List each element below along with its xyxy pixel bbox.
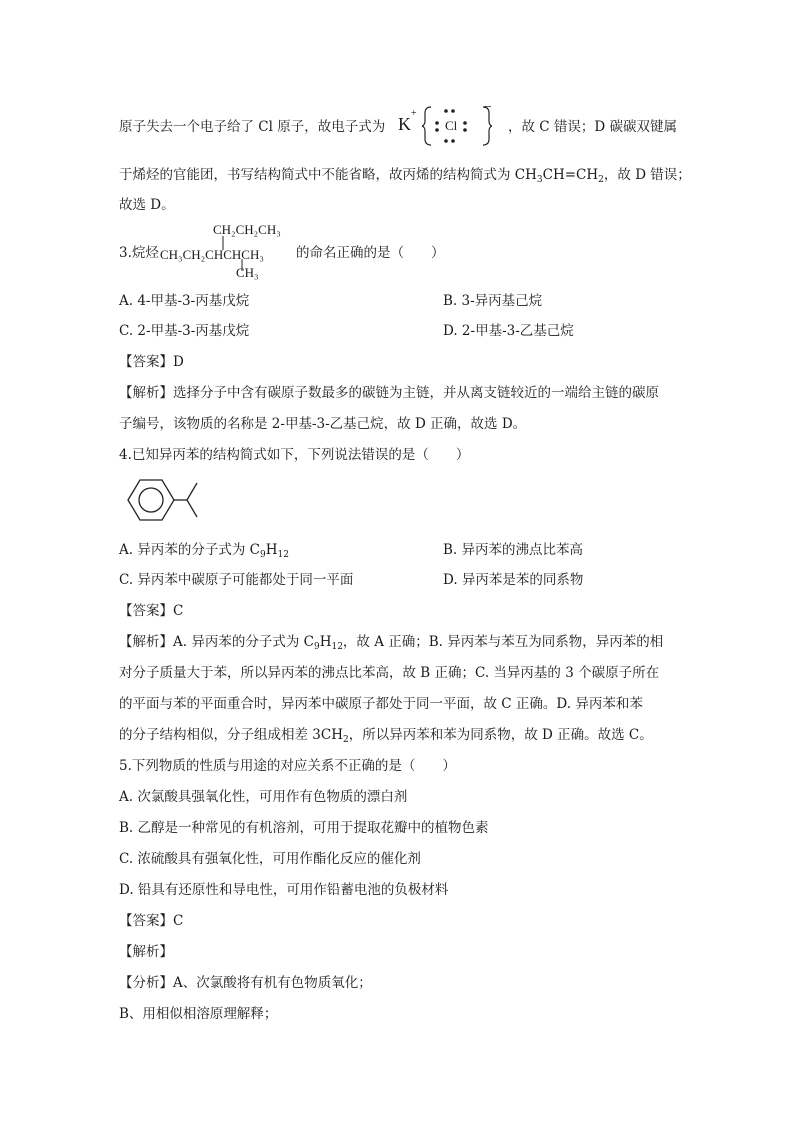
q5-analysis-1: 【分析】A、次氯酸将有机有色物质氧化； bbox=[119, 975, 372, 991]
q4-option-a-h: H bbox=[265, 542, 278, 558]
q5-stem: 5.下列物质的性质与用途的对应关系不正确的是（ ） bbox=[119, 758, 456, 774]
q3-option-d: D. 2-甲基-3-乙基己烷 bbox=[443, 323, 574, 339]
q4-option-a-sub-2: 12 bbox=[277, 550, 289, 560]
q4-answer: 【答案】C bbox=[119, 603, 184, 619]
q3-explanation-1: 【解析】选择分子中含有碳原子数最多的碳链为主链，并从离支链较近的一端给主链的碳原 bbox=[119, 385, 659, 401]
chlorine-symbol: Cl bbox=[445, 118, 458, 133]
q3-stem-pre: 3.烷烃 bbox=[119, 245, 159, 261]
q3-struct-mid: CH₃CH₂CHCHCH₃ bbox=[160, 247, 264, 262]
line1-text-b: ，故 C 错误；D 碳碳双键属 bbox=[508, 119, 678, 135]
q3-option-a: A. 4-甲基-3-丙基戊烷 bbox=[119, 293, 250, 309]
q5-option-b: B. 乙醇是一种常见的有机溶剂，可用于提取花瓣中的植物色素 bbox=[119, 820, 489, 836]
chloride-charge: − bbox=[484, 100, 492, 115]
line2-sub-2: 2 bbox=[598, 175, 604, 185]
text-line-1 bbox=[119, 118, 385, 136]
q4-explanation-1-h: H bbox=[319, 634, 332, 650]
q5-analysis-2: B、用相似相溶原理解释； bbox=[119, 1006, 278, 1022]
q4-option-a bbox=[119, 541, 289, 559]
isopropylbenzene-structure-icon bbox=[118, 476, 208, 526]
q3-option-b: B. 3-异丙基己烷 bbox=[443, 293, 543, 309]
line2-text-c: ，故 D 错误； bbox=[603, 167, 691, 183]
text-line-2 bbox=[119, 166, 691, 184]
q4-explanation-1-sub-2: 12 bbox=[331, 642, 343, 652]
q5-analysis-label: 【解析】 bbox=[119, 944, 173, 960]
line2-sub-1: 3 bbox=[536, 175, 543, 185]
q3-explanation-2: 子编号，该物质的名称是 2-甲基-3-乙基己烷，故 D 正确，故选 D。 bbox=[119, 416, 527, 432]
q5-option-d: D. 铅具有还原性和导电性，可用作铅蓄电池的负极材料 bbox=[119, 882, 449, 898]
text-line-3: 故选 D。 bbox=[119, 197, 175, 213]
q4-explanation-1-b: ，故 A 正确；B. 异丙苯与苯互为同系物，异丙苯的相 bbox=[342, 634, 664, 650]
q3-answer: 【答案】D bbox=[119, 354, 184, 370]
q4-option-d: D. 异丙苯是苯的同系物 bbox=[443, 572, 584, 588]
q4-explanation-4-sub: 2 bbox=[342, 735, 349, 745]
q3-structure bbox=[160, 222, 290, 282]
potassium-symbol: K bbox=[398, 114, 411, 134]
q5-option-c: C. 浓硫酸具有强氧化性，可用作酯化反应的催化剂 bbox=[119, 851, 421, 867]
electron-formula bbox=[398, 100, 498, 148]
q3-stem-post: 的命名正确的是（ ） bbox=[296, 245, 445, 261]
q4-explanation-1 bbox=[119, 633, 663, 651]
line2-text-b: CH=CH bbox=[542, 167, 599, 183]
line1-text-a: 原子失去一个电子给了 Cl 原子，故电子式为 bbox=[119, 119, 386, 135]
q4-explanation-1-a: 【解析】A. 异丙苯的分子式为 C bbox=[119, 634, 314, 650]
q4-explanation-4 bbox=[119, 726, 653, 744]
q4-stem: 4.已知异丙苯的结构简式如下，下列说法错误的是（ ） bbox=[119, 447, 470, 463]
q4-option-a-text: A. 异丙苯的分子式为 C bbox=[119, 542, 260, 558]
q4-option-b: B. 异丙苯的沸点比苯高 bbox=[443, 542, 584, 558]
q4-option-c: C. 异丙苯中碳原子可能都处于同一平面 bbox=[119, 572, 354, 588]
q3-struct-bot: CH₃ bbox=[236, 265, 259, 280]
q3-struct-top: CH₂CH₂CH₃ bbox=[213, 222, 281, 237]
line2-text-a: 于烯烃的官能团，书写结构简式中不能省略，故丙烯的结构简式为 CH bbox=[119, 167, 537, 183]
q4-explanation-1-sub-1: 9 bbox=[313, 642, 320, 652]
q3-option-c: C. 2-甲基-3-丙基戊烷 bbox=[119, 323, 250, 339]
q4-explanation-4-b: ，所以异丙苯和苯为同系物，故 D 正确。故选 C。 bbox=[348, 727, 653, 743]
potassium-charge: + bbox=[411, 108, 417, 119]
q5-answer: 【答案】C bbox=[119, 913, 184, 929]
text-line-1-end bbox=[508, 118, 677, 136]
q4-explanation-3: 的平面与苯的平面重合时，异丙苯中碳原子都处于同一平面，故 C 正确。D. 异丙苯和苯 bbox=[119, 696, 643, 712]
q4-explanation-2: 对分子质量大于苯，所以异丙苯的沸点比苯高，故 B 正确；C. 当异丙基的 3 个碳原子所在 bbox=[119, 665, 660, 681]
q4-option-a-sub-1: 9 bbox=[259, 550, 266, 560]
q5-option-a: A. 次氯酸具强氧化性，可用作有色物质的漂白剂 bbox=[119, 789, 408, 805]
q4-explanation-4-a: 的分子结构相似，分子组成相差 3CH bbox=[119, 727, 343, 743]
